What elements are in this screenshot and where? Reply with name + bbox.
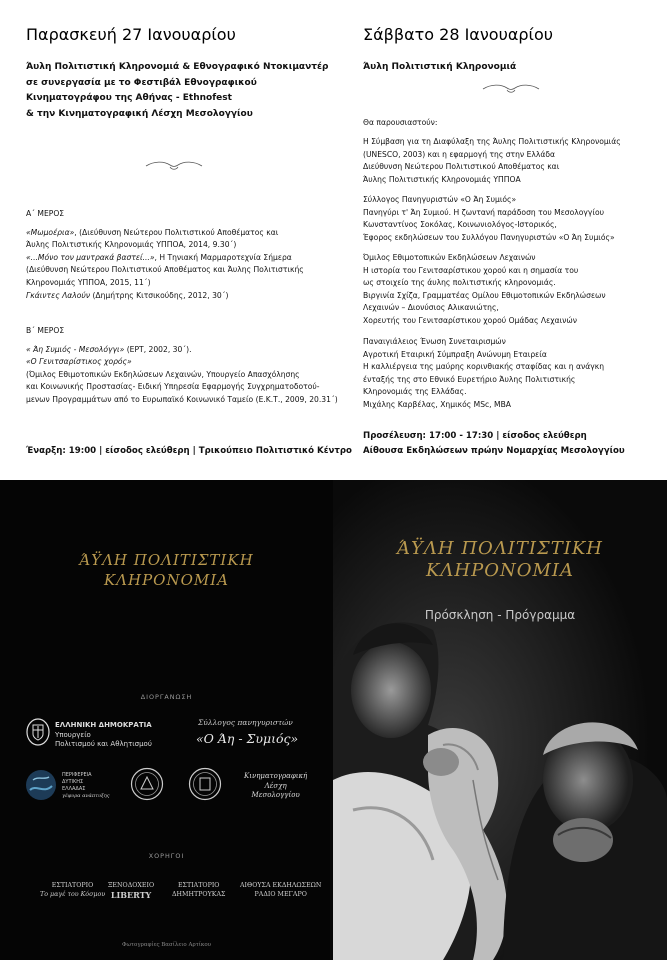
presentation-line: Παναιγιάλειος Ένωση Συνεταιρισμών (363, 337, 506, 346)
item-details: (Δημήτρης Κιτσικούδης, 2012, 30΄) (90, 290, 229, 300)
item-title: Γκάιντες Λαλούν (26, 290, 91, 300)
cover-title-line: ΆΫΛΗ ΠΟΛΙΤΙΣΤΙΚΗ (79, 551, 254, 569)
program-item (26, 290, 304, 303)
film-club-line: Μεσολογγίου (251, 791, 300, 799)
friday-lead (26, 60, 328, 122)
friday-lead-line: σε συνεργασία με το Φεστιβάλ Εθνογραφικού (26, 77, 257, 88)
sponsor-type: ΕΣΤΙΑΤΟΡΙΟ (51, 882, 94, 889)
friday-lead-line: Άυλη Πολιτιστική Κληρονομιά & Εθνογραφικό Ντοκιμαντέρ (26, 62, 329, 72)
saturday-footer-time: Προσέλευση: 17:00 - 17:30 | είσοδος ελεύθερη (363, 431, 587, 441)
part-a-title: Α΄ ΜΕΡΟΣ (26, 209, 65, 218)
friday-part-b (26, 325, 338, 407)
sponsor-logo (240, 882, 321, 899)
cover-title-line: ΆΫΛΗ ΠΟΛΙΤΙΣΤΙΚΗ (397, 538, 603, 559)
presentation-block (363, 252, 606, 328)
region-western-greece-logo-icon (24, 768, 58, 802)
saturday-intro: Θα παρουσιαστούν: (363, 118, 438, 127)
part-b-title: Β΄ ΜΕΡΟΣ (26, 326, 65, 335)
saturday-lead-line: Άυλη Πολιτιστική Κληρονομιά (363, 62, 517, 72)
sponsor-type: ΞΕΝΟΔΟΧΕΙΟ (108, 882, 155, 889)
front-cover-subtitle: Πρόσκληση - Πρόγραμμα (424, 608, 576, 622)
item-title: « Άη Συμιός - Μεσολόγγι» (26, 344, 125, 354)
presentation-line: Μιχάλης Καρβέλας, Χημικός MSc, MBA (363, 399, 511, 409)
presentation-line: Κληρονομιάς της Ελλάδας. (363, 387, 467, 397)
saturday-footer-venue: Αίθουσα Εκδηλώσεων πρώην Νομαρχίας Μεσολογγίου (363, 446, 625, 456)
photo-credit: Φωτογραφίες Βασίλειο Αρτίκου (122, 942, 211, 948)
presentation-line: ως στοιχείο της άυλης πολιτιστικής κληρονομιάς. (363, 278, 556, 288)
sponsor-name: ΔΗΜΗΤΡΟΥΚΑΣ (172, 890, 226, 898)
sponsor-logo (172, 882, 225, 899)
program-item (26, 344, 338, 357)
program-item (26, 381, 338, 394)
ministry-line: Πολιτισμού και Αθλητισμού (55, 740, 152, 748)
item-title: «Ο Γενιτσαρίστικος χορός» (26, 357, 132, 367)
municipal-seal-icon (130, 767, 164, 801)
presentation-line: ένταξής της στο Εθνικό Ευρετήριο Άυλης Πολιτιστικής (363, 374, 576, 384)
ministry-line: ΕΛΛΗΝΙΚΗ ΔΗΜΟΚΡΑΤΙΑ (55, 721, 152, 729)
program-item (26, 356, 338, 369)
saturday-date-title: Σάββατο 28 Ιανουαρίου (363, 25, 553, 44)
presentation-line: Η ιστορία του Γενιτσαρίστικου χορού και η σημασία του (363, 265, 579, 275)
presentation-block (363, 136, 621, 186)
presentation-line: Έφορος εκδηλώσεων του Συλλόγου Πανηγυριστών «Ο Άη Συμιός» (363, 232, 615, 242)
friday-date-title: Παρασκευή 27 Ιανουαρίου (26, 25, 236, 44)
cover-section (0, 480, 667, 960)
presentation-block (363, 194, 615, 244)
film-club-line: Λέσχη (264, 781, 287, 790)
friday-part-a (26, 208, 304, 302)
back-cover (0, 480, 333, 960)
sponsor-logo (40, 882, 105, 899)
item-details: Άυλης Πολιτιστικής Κληρονομιάς ΥΠΠΟΑ, 2014, 9.30΄) (26, 240, 237, 250)
item-details: , Η Τηνιακή Μαρμαροτεχνία Σήμερα (154, 252, 292, 262)
item-details: (Διεύθυνση Νεώτερου Πολιτιστικού Αποθέματος και Άυλης Πολιτιστικής (26, 265, 304, 275)
sponsor-logo (108, 882, 154, 899)
item-details: , (Διεύθυνση Νεώτερου Πολιτιστικού Αποθέματος και (74, 227, 279, 237)
item-details: Κληρονομιάς ΥΠΠΟΑ, 2015, 11΄) (26, 277, 151, 287)
presentation-line: Η καλλιέργεια της μαύρης κορινθιακής σταφίδας και η ανάγκη (363, 362, 605, 372)
ornament-divider (144, 160, 204, 172)
cover-title (0, 550, 333, 590)
presentation-line: Βιργινία Σχίζα, Γραμματέας Ομίλου Εθιμοτοπικών Εκδηλώσεων (363, 290, 606, 300)
item-title: «...Μόνο τον μαντρακά βαστεί...» (26, 252, 155, 262)
presentation-line: Αγροτική Εταιρική Σύμπραξη Ανώνυμη Εταιρεία (363, 349, 547, 359)
sponsor-type: ΑΙΘΟΥΣΑ ΕΚΔΗΛΩΣΕΩΝ (240, 882, 322, 889)
friday-lead-line: Κινηματογράφου της Αθήνας - Ethnofest (26, 93, 232, 103)
presentation-line: Άυλης Πολιτιστικής Κληρονομιάς ΥΠΠΟΑ (363, 174, 521, 184)
item-details: και Κοινωνικής Προστασίας- Ειδική Υπηρεσία Εφαρμογής Συγχρηματοδοτού- (26, 382, 320, 392)
organization-label: ΔΙΟΡΓΑΝΩΣΗ (140, 693, 193, 701)
program-item (26, 239, 304, 252)
presentation-block (363, 336, 604, 412)
sponsor-name: Το μαγέ του Κόσμου (40, 890, 106, 898)
presentation-line: Σύλλογος Πανηγυριστών «Ο Άη Συμιός» (363, 195, 517, 204)
program-item (26, 369, 338, 382)
item-title: «Μωμοέρια» (26, 227, 75, 237)
ministry-line: Υπουργείο (55, 730, 91, 739)
sponsor-type: ΕΣΤΙΑΤΟΡΙΟ (177, 882, 220, 889)
presentation-line: Πανηγύρι τ' Άη Συμιού. Η ζωντανή παράδοση του Μεσολογγίου (363, 207, 604, 217)
syllogos-caption: Σύλλογος πανηγυριστών (198, 718, 293, 727)
presentation-line: Λεχαινών – Διονύσιος Αλικανιώτης, (363, 303, 499, 313)
hellenic-republic-emblem-icon (26, 718, 50, 746)
item-details: (ΕΡΤ, 2002, 30΄). (124, 344, 192, 354)
program-item (26, 252, 304, 265)
ministry-text (55, 721, 152, 750)
region-line: ΔΥΤΙΚΗΣ (62, 779, 84, 785)
region-line: ΠΕΡΙΦΕΡΕΙΑ (62, 772, 92, 778)
friday-lead-line: & την Κινηματογραφική Λέσχη Μεσολογγίου (26, 108, 253, 119)
program-item (26, 227, 304, 240)
program-item (26, 394, 338, 407)
program-item (26, 264, 304, 277)
item-details: μενων Προγραμμάτων από το Ευρωπαϊκό Κοινωνικό Ταμείο (Ε.Κ.Τ., 2009, 20.31΄) (26, 394, 338, 404)
sponsor-name: ΡΑΔΙΟ ΜΕΓΑΡΟ (254, 890, 307, 898)
region-line: ΕΛΛΑΔΑΣ (62, 786, 86, 792)
presentation-line: Όμιλος Εθιμοτοπικών Εκδηλώσεων Λεχαινών (363, 253, 536, 262)
ornament-divider (481, 83, 541, 95)
film-club-seal-icon (188, 767, 222, 801)
presentation-line: (UNESCO, 2003) και η εφαρμογή της στην Ελλάδα (363, 149, 556, 159)
friday-footer: Έναρξη: 19:00 | είσοδος ελεύθερη | Τρικούπειο Πολιτιστικό Κέντρο (26, 446, 352, 456)
presentation-line: Κωνσταντίνος Σοκόλας, Κοινωνιολόγος-Ιστορικός, (363, 220, 557, 230)
item-details: (Όμιλος Εθιμοτοπικών Εκδηλώσεων Λεχαινών, Υπουργείο Απασχόλησης (26, 369, 300, 379)
region-line: γέφυρα ανάπτυξης (62, 793, 110, 799)
region-text (62, 772, 110, 800)
presentation-line: Διεύθυνση Νεώτερου Πολιτιστικού Αποθέματος και (363, 162, 560, 172)
film-club-text (244, 772, 307, 801)
program-item (26, 277, 304, 290)
sponsor-name: LIBERTY (110, 889, 152, 900)
presentation-line: Η Σύμβαση για τη Διαφύλαξη της Άυλης Πολιτιστικής Κληρονομιάς (363, 137, 621, 146)
syllogos-name: «Ο Άη - Συμιός» (196, 731, 299, 746)
cover-title-line: ΚΛΗΡΟΝΟΜΙΑ (103, 571, 230, 589)
front-cover-title (333, 538, 667, 582)
cover-title-line: ΚΛΗΡΟΝΟΜΙΑ (425, 560, 575, 581)
sponsors-label: ΧΟΡΗΓΟΙ (148, 852, 185, 860)
film-club-line: Κινηματογραφική (244, 772, 308, 780)
saturday-lead (363, 60, 516, 76)
presentation-line: Χορευτής του Γενιτσαρίστικου χορού Ομάδας Λεχαινών (363, 315, 578, 325)
front-cover (333, 480, 667, 960)
